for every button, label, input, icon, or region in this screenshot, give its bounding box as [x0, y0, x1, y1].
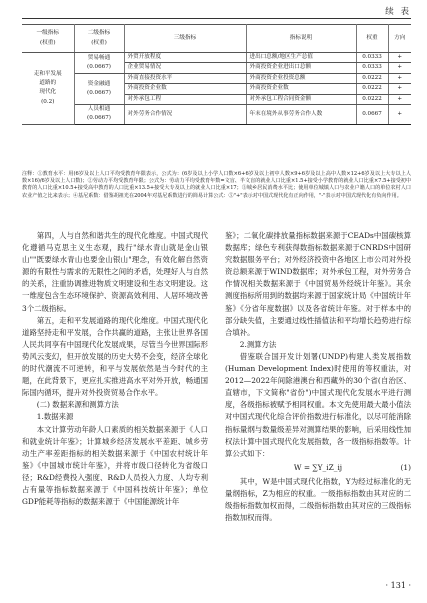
level3-cell: 外商直接投资水平 — [124, 73, 246, 83]
description-cell: 外商投资企业投资总额 — [246, 73, 356, 83]
level1-cell: 走和平发展 道路的 现代化 (0.2) — [22, 53, 74, 125]
direction-cell: + — [388, 73, 411, 83]
header-description: 指标说明 — [246, 25, 356, 53]
table-note: 注释：①教育水平：用(6岁及以上人口平均受教育年限表示，公式为：(6岁及以上小学人口数×6+6岁及以上初中人数×9+6岁及以上高中人数×12+6岁及以上大专以上人数×16)/6岁及以上人口数)；②劳动力平均受教育年限；公式为：劳动力平均受教育年数=文盲、半文盲的就业人口比重×1.5+接受小学教育的就业人口比重×7.5+接受初中教育的人口比重×10.5+接受高中教育的人口比重×13.5+接受大专及以上的就业人口比重×17；③城乡居民消费水平比；使用单位城镇人口与农业户籍人口的单位农村人口农业产值之比来表示；④基尼系数：借鉴胡祖光在2004年对基尼系数进行的简易计算公式：⑤"+"表示对中国式现代化有正向作用，"-"表示对中国式现代化有负向作用。 — [22, 171, 411, 199]
level2-cell: 人员相通 (0.0667) — [74, 105, 124, 125]
table-row — [22, 73, 411, 83]
paragraph-data-source: 本文计算劳动年龄人口素质的相关数据来源于《人口和就业统计年鉴》；计算城乡经济发展水平差距、城乡劳动生产率差距指标的相关数据来源于《中国农村统计年鉴》《中国城市统计年鉴》，并将市级口径转化为省级口径；R&D经费投入强度、R&D人员投入力度、人均专利占有量等指标数据来源于《中国科技统计年鉴》；单位GDP能耗等指标的数据来源于《中国能源统计年 — [22, 424, 208, 507]
header-level3: 三级指标 — [124, 25, 246, 53]
direction-cell: + — [388, 105, 411, 125]
top-rule — [22, 18, 411, 19]
weight-cell: 0.0222 — [356, 84, 388, 94]
description-cell: 外商投资企业数 — [246, 84, 356, 94]
direction-cell: + — [388, 63, 411, 73]
table-row — [22, 53, 411, 63]
page-number: · 131 · — [385, 581, 411, 590]
level3-cell: 对外承包工程 — [124, 94, 246, 104]
direction-cell: + — [388, 94, 411, 104]
paragraph-dimension-four: 第四，人与自然和谐共生的现代化维度。中国式现代化遵循马克思主义生态观，践行"绿水青山就是金山银山""既要绿水青山也要金山银山"理念，有效化解自然资源的有限性与需求的无限性之间的矛盾，处理好人与自然的关系，注重协调推进物质文明建设和生态文明建设。这一维度包含生态环境保护、资源高效利用、人居环境改善3个二级指标。 — [22, 231, 208, 313]
formula-expression: W = ∑Y_iZ_ij — [293, 462, 343, 472]
table-row — [22, 105, 411, 125]
continued-label: 续 表 — [385, 7, 411, 17]
section-heading-data-methods: (二) 数据来源和测算方法 — [36, 400, 119, 410]
paragraph-method: 借鉴联合国开发计划署(UNDP)构建人类发展指数(Human Development Index)时使用的等权重法，对2012—2022年间除港澳台和西藏外的30个省(自治区、直辖市，下文简称"省份")中国式现代化发展水平进行测度，各级指标被赋予相同权重。本文先使用最大最小值法对中国式现代化综合评价指数进行标准化，以尽可能消除指标量纲与数量级差异对测算结果的影响，后采用线性加权法计算中国式现代化发展指数，各一级指标指数等。计算公式如下： — [225, 351, 411, 458]
right-column — [225, 230, 411, 524]
subsection-heading-data-source: 1.数据来源 — [36, 412, 74, 422]
description-cell: 外商投资企业进出口总额 — [246, 63, 356, 73]
subsection-heading-method: 2.测算方法 — [239, 339, 277, 349]
formula-number: (1) — [400, 462, 411, 472]
left-column — [22, 230, 208, 508]
level2-cell: 贸易畅通 (0.0667) — [74, 53, 124, 74]
header-weight: 权重 — [356, 25, 388, 53]
indicator-table — [22, 24, 411, 125]
weight-cell: 0.0667 — [356, 105, 388, 125]
weight-cell: 0.0333 — [356, 53, 388, 63]
indicator-table-body — [22, 53, 411, 125]
formula — [225, 462, 411, 474]
paragraph-data-source-cont: 鉴》；二氧化碳排放量指标数据来源于CEADs中国碳核算数据库；绿色专利获得数指标数据来源于CNRDS中国研究数据服务平台；对外经济投资中各地区上市公司对外投资总额来源于WIND数据库；对外承包工程，对外劳务合作情况相关数据来源于《中国贸易外经统计年鉴》。其余测度指标所用到的数据均来源于国家统计局《中国统计年鉴》《分省年度数据》以及各省统计年鉴。对于样本中的部分缺失值，主要通过线性插值法和平均增长趋势进行综合填补。 — [225, 231, 411, 337]
paragraph-formula-explanation: 其中，W是中国式现代化指数，Y为经过标准化的无量纲指标，Z为相应的权重。一级指标指数由其对应的二级指标指数加权而得，二级指标指数由其对应的三级指标指数加权而得。 — [225, 476, 411, 523]
level3-cell: 外贸开放程度 — [124, 53, 246, 63]
level3-cell: 企业贸易情况 — [124, 63, 246, 73]
direction-cell: + — [388, 84, 411, 94]
header-level2: 二级指标 (权重) — [74, 25, 124, 53]
weight-cell: 0.0222 — [356, 73, 388, 83]
weight-cell: 0.0333 — [356, 63, 388, 73]
direction-cell: + — [388, 53, 411, 63]
weight-cell: 0.0222 — [356, 94, 388, 104]
level3-cell: 外商投资企业数 — [124, 84, 246, 94]
description-cell: 进出口总额/地区生产总值 — [246, 53, 356, 63]
level2-cell: 资金融通 (0.0667) — [74, 73, 124, 104]
level3-cell: 对外劳务合作情况 — [124, 105, 246, 125]
paragraph-dimension-five: 第五，走和平发展道路的现代化维度。中国式现代化道路坚持走和平发展，合作共赢的道路，主张让世界各国人民共同享有中国现代化发展成果，尽管当今世界国际形势风云变幻，但开放发展的历史大势不会变，经济全球化的时代潮流不可逆转，和平与发展依然是当今时代的主题，在此背景下，更应扎实推进高水平对外开放，畅通国际国内循环，提升对外投资贸易合作水平。 — [22, 315, 208, 398]
description-cell: 年末在境外从事劳务合作人数 — [246, 105, 356, 125]
header-level1: 一级指标 (权重) — [22, 25, 74, 53]
description-cell: 对外承包工程合同资金额 — [246, 94, 356, 104]
header-direction: 方向 — [388, 25, 411, 53]
